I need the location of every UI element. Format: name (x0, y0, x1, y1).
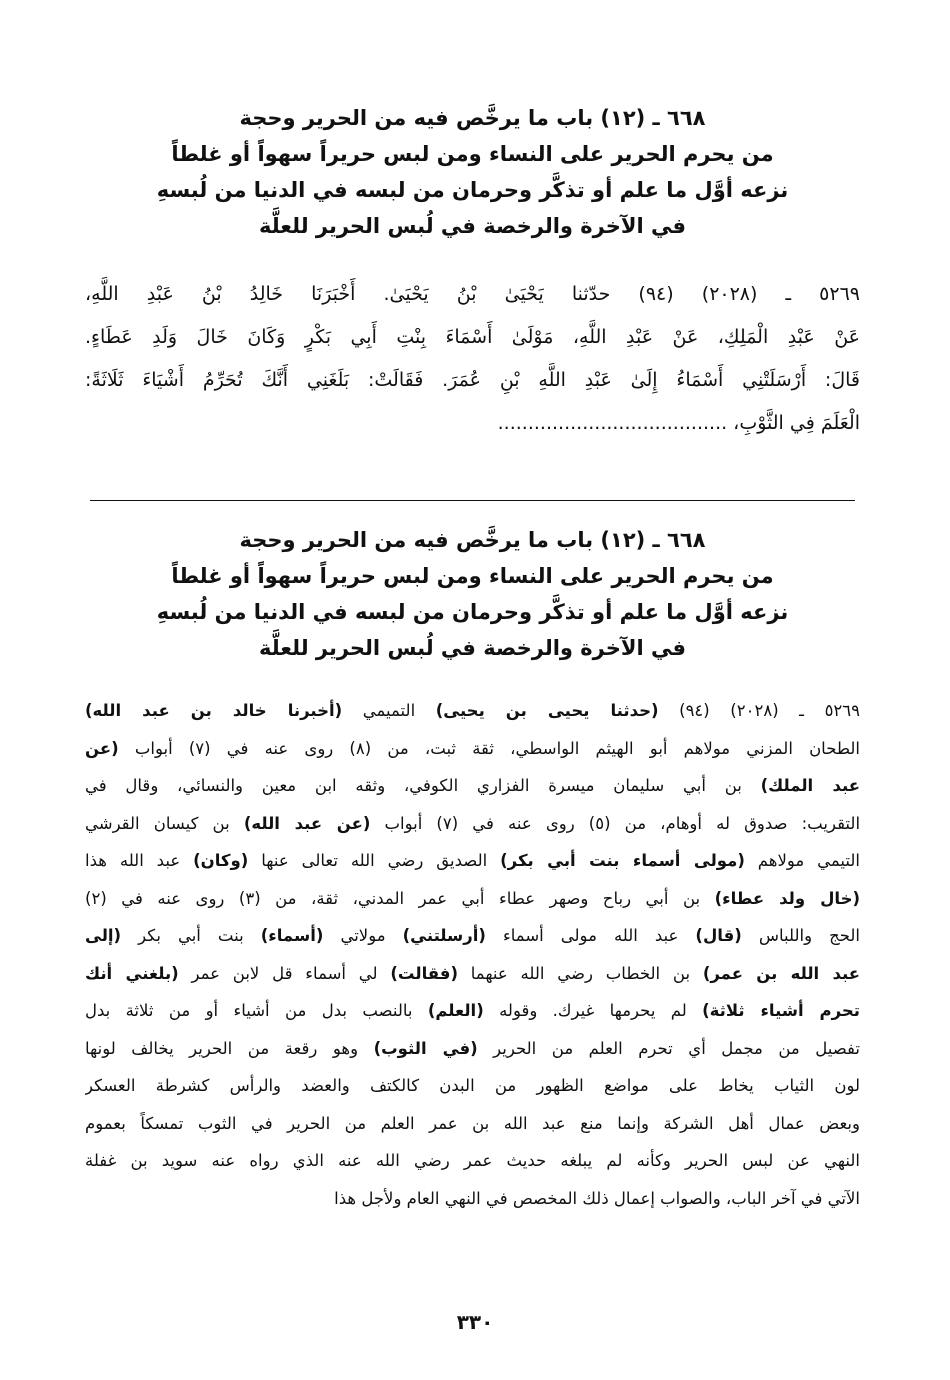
commentary-segment: ٥٢٦٩ ـ (٢٠٢٨) (٩٤) (658, 701, 860, 720)
quoted-hadith-text: (خال ولد عطاء) (714, 888, 860, 908)
commentary-line (85, 730, 860, 768)
quoted-hadith-text: (عن عبد الله) (243, 813, 371, 833)
commentary-segment: الطحان المزني مولاهم أبو الهيثم الواسطي، ثقة ثبت، من (٨) روى عنه في (٧) أبواب (118, 738, 860, 758)
commentary-segment: التقريب: صدوق له أوهام، من (٥) روى عنه في (٧) أبواب (370, 813, 860, 833)
commentary-line (85, 955, 860, 993)
commentary-segment: بن كيسان القرشي (85, 813, 244, 833)
heading-line: من يحرم الحرير على النساء ومن لبس حريراً سهواً أو غلطاً (171, 564, 774, 588)
hadith-text (85, 273, 860, 445)
commentary-segment: بن أبي رباح وصهر عطاء أبي عمر المدني، ثقة، من (٣) روى عنه في (٢) (85, 888, 715, 908)
commentary-line (85, 880, 860, 918)
hadith-line: قَالَ: أَرْسَلَتْنِي أَسْمَاءُ إِلَىٰ عَبْدِ اللَّهِ بْنِ عُمَرَ. فَقَالَتْ: بَلَغَنِي أَنَّكَ تُحَرِّمُ أَشْيَاءَ ثَلَاثَةً: (85, 369, 860, 391)
commentary-line (85, 1030, 860, 1068)
commentary-segment: عبد الله مولى أسماء (485, 926, 696, 945)
commentary-segment: التميمي (342, 701, 436, 720)
quoted-hadith-text: (أسماء) (260, 926, 324, 945)
section-divider (90, 500, 855, 501)
commentary-line (85, 992, 860, 1030)
heading-line: نزعه أوَّل ما علم أو تذكَّر وحرمان من لبسه في الدنيا من لُبسهِ (156, 600, 789, 624)
commentary-segment: الحج واللباس (741, 926, 860, 945)
heading-line: في الآخرة والرخصة في لُبس الحرير للعلَّة (258, 636, 687, 660)
quoted-hadith-text: عبد الله بن عمر) (702, 963, 860, 983)
commentary-segment: لون الثياب يخاط على مواضع الظهور من البدن كالكتف والعضد والرأس كشرطة العسكر (85, 1076, 860, 1095)
heading-line: نزعه أوَّل ما علم أو تذكَّر وحرمان من لبسه في الدنيا من لُبسهِ (156, 178, 789, 202)
quoted-hadith-text: (أخبرنا خالد بن عبد الله) (85, 701, 343, 720)
quoted-hadith-text: (في الثوب) (373, 1038, 478, 1058)
commentary-line (85, 805, 860, 843)
quoted-hadith-text: تحرم أشياء ثلاثة) (702, 1001, 860, 1020)
commentary-text (85, 692, 860, 1217)
quoted-hadith-text: (فقالت) (390, 963, 458, 983)
commentary-segment: بالنصب بدل من أشياء أو من ثلاثة بدل (85, 1001, 428, 1020)
quoted-hadith-text: (إلى (85, 926, 122, 945)
hadith-line: الْعَلَمَ فِي الثَّوْبِ، ...................................... (497, 412, 860, 434)
commentary-segment: بن أبي سليمان ميسرة الفزاري الكوفي، وثقه ابن معين والنسائي، وقال في (85, 776, 761, 795)
commentary-line (85, 1142, 860, 1180)
commentary-line (85, 1105, 860, 1143)
chapter-heading-top (85, 100, 860, 244)
commentary-line (85, 917, 860, 955)
commentary-segment: بن الخطاب رضي الله عنهما (457, 963, 703, 983)
heading-line: في الآخرة والرخصة في لُبس الحرير للعلَّة (258, 214, 687, 238)
commentary-line (85, 842, 860, 880)
heading-line: ٦٦٨ ـ (١٢) باب ما يرخَّص فيه من الحرير وحجة (239, 106, 706, 130)
quoted-hadith-text: (أرسلتني) (402, 926, 486, 945)
quoted-hadith-text: (حدثنا يحيى بن يحيى) (435, 701, 659, 720)
hadith-line: عَنْ عَبْدِ الْمَلِكِ، عَنْ عَبْدِ اللَّهِ، مَوْلَىٰ أَسْمَاءَ بِنْتِ أَبِي بَكْرٍ وَكَانَ خَالَ وَلَدِ عَطَاءٍ. (85, 326, 860, 348)
commentary-segment: تفصيل من مجمل أي تحرم العلم من الحرير (477, 1038, 860, 1058)
hadith-line: ٥٢٦٩ ـ (٢٠٢٨) (٩٤) حدّثنا يَحْيَىٰ بْنُ يَحْيَىٰ. أَخْبَرَنَا خَالِدُ بْنُ عَبْدِ اللَّهِ، (85, 283, 860, 305)
heading-line: من يحرم الحرير على النساء ومن لبس حريراً سهواً أو غلطاً (171, 142, 774, 166)
quoted-hadith-text: عبد الملك) (760, 776, 860, 795)
commentary-segment: عبد الله هذا (85, 851, 194, 870)
quoted-hadith-text: (العلم) (427, 1001, 484, 1020)
commentary-segment: وهو رقعة من الحرير يخالف لونها (85, 1038, 374, 1058)
commentary-line (85, 1067, 860, 1105)
quoted-hadith-text: (بلغني أنك (85, 963, 179, 983)
commentary-segment: التيمي مولاهم (744, 851, 860, 870)
commentary-segment: الآتي في آخر الباب، والصواب إعمال ذلك المخصص في النهي العام ولأجل هذا (334, 1188, 860, 1208)
commentary-segment: لي أسماء قل لابن عمر (178, 963, 391, 983)
commentary-line (85, 1180, 860, 1218)
quoted-hadith-text: (قال) (695, 926, 742, 945)
commentary-segment: مولاتي (323, 926, 403, 945)
heading-line: ٦٦٨ ـ (١٢) باب ما يرخَّص فيه من الحرير وحجة (239, 528, 706, 552)
quoted-hadith-text: (وكان) (193, 851, 249, 870)
commentary-segment: لم يحرمها غيرك. وقوله (483, 1001, 703, 1020)
commentary-segment: بنت أبي بكر (121, 926, 261, 945)
commentary-segment: وبعض عمال أهل الشركة وإنما منع عبد الله بن عمر العلم من الحرير في الثوب تمسكاً بعموم (85, 1113, 860, 1133)
commentary-segment: الصديق رضي الله تعالى عنها (248, 851, 501, 870)
page-number: ٣٣٠ (456, 1310, 494, 1334)
quoted-hadith-text: (مولى أسماء بنت أبي بكر) (500, 851, 745, 870)
quoted-hadith-text: (عن (85, 738, 119, 758)
commentary-line (85, 767, 860, 805)
commentary-line (85, 692, 860, 730)
chapter-heading-commentary (85, 522, 860, 666)
commentary-segment: النهي عن لبس الحرير وكأنه لم يبلغه حديث عمر رضي الله عنه الذي رواه عنه سويد بن غفلة (85, 1151, 860, 1170)
